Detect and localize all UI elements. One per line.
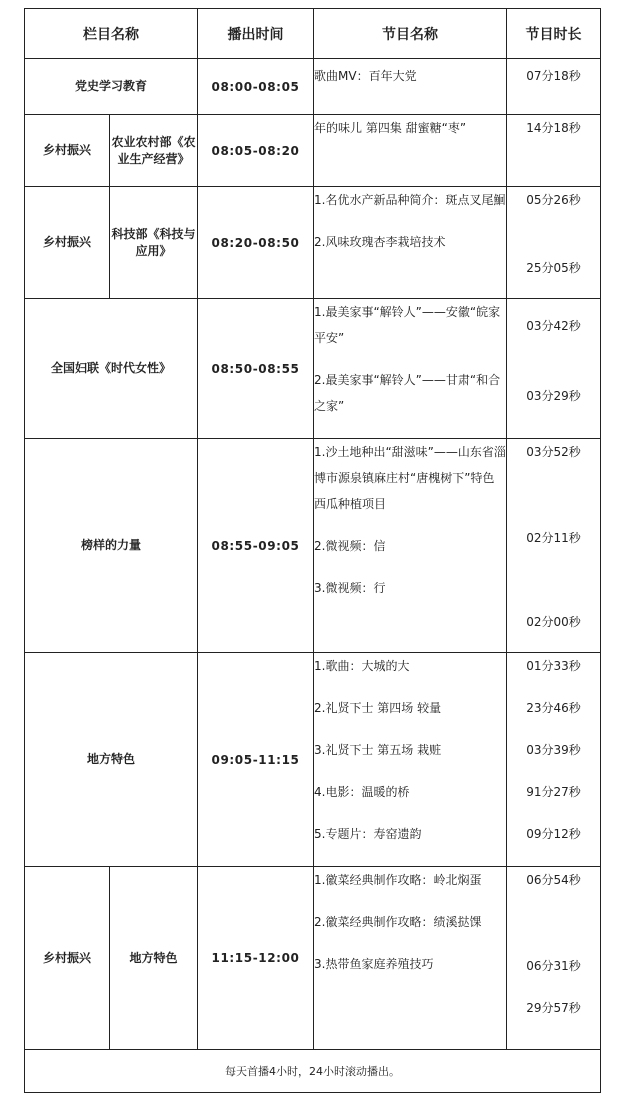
duration: 29分57秒 <box>526 1001 581 1015</box>
schedule-table <box>24 8 601 1093</box>
program-cell <box>314 187 507 299</box>
column-name: 榜样的力量 <box>25 439 198 653</box>
duration: 03分52秒 <box>526 445 581 459</box>
duration: 06分54秒 <box>526 873 581 887</box>
duration: 25分05秒 <box>526 261 581 275</box>
program-cell <box>314 867 507 1050</box>
duration: 14分18秒 <box>526 121 581 135</box>
air-time: 11:15-12:00 <box>198 867 314 1050</box>
table-row <box>25 653 601 867</box>
duration-cell <box>507 439 601 653</box>
duration-cell <box>507 867 601 1050</box>
duration: 03分42秒 <box>526 319 581 333</box>
program-cell <box>314 59 507 115</box>
sub-column-name: 农业农村部《农业生产经营》 <box>110 115 198 187</box>
column-name: 地方特色 <box>25 653 198 867</box>
program-name: 2.礼贤下士 第四场 较量 <box>314 701 442 715</box>
air-time: 08:00-08:05 <box>198 59 314 115</box>
program-name: 4.电影：温暖的桥 <box>314 785 410 799</box>
program-name: 3.微视频：行 <box>314 581 386 595</box>
table-row <box>25 59 601 115</box>
column-name: 乡村振兴 <box>25 187 110 299</box>
duration: 91分27秒 <box>526 785 581 799</box>
header-column-name: 栏目名称 <box>25 9 198 59</box>
sub-column-name: 地方特色 <box>110 867 198 1050</box>
duration: 02分00秒 <box>526 615 581 629</box>
program-name: 3.礼贤下士 第五场 栽赃 <box>314 743 442 757</box>
duration: 07分18秒 <box>526 69 581 83</box>
duration: 06分31秒 <box>526 959 581 973</box>
column-name: 乡村振兴 <box>25 115 110 187</box>
duration: 09分12秒 <box>526 827 581 841</box>
header-row <box>25 9 601 59</box>
program-name: 歌曲MV：百年大党 <box>314 69 417 83</box>
header-duration: 节目时长 <box>507 9 601 59</box>
column-name: 全国妇联《时代女性》 <box>25 299 198 439</box>
duration: 23分46秒 <box>526 701 581 715</box>
header-program-name: 节目名称 <box>314 9 507 59</box>
sub-column-name: 科技部《科技与应用》 <box>110 187 198 299</box>
duration-cell <box>507 59 601 115</box>
air-time: 08:05-08:20 <box>198 115 314 187</box>
program-cell <box>314 653 507 867</box>
program-name: 1.歌曲：大城的大 <box>314 659 410 673</box>
table-row <box>25 299 601 439</box>
table-row <box>25 115 601 187</box>
program-name: 年的味儿 第四集 甜蜜糖“枣” <box>314 121 467 135</box>
duration: 03分39秒 <box>526 743 581 757</box>
program-name: 3.热带鱼家庭养殖技巧 <box>314 957 434 971</box>
program-name: 1.名优水产新品种简介：斑点叉尾鮰 <box>314 193 506 207</box>
duration: 05分26秒 <box>526 193 581 207</box>
program-name: 2.微视频：信 <box>314 539 386 553</box>
program-name: 1.沙土地种出“甜滋味”——山东省淄博市源泉镇麻庄村“唐槐树下”特色西瓜种植项目 <box>314 445 506 511</box>
program-name: 2.最美家事“解铃人”——甘肃“和合之家” <box>314 373 501 413</box>
air-time: 08:55-09:05 <box>198 439 314 653</box>
footer-row <box>25 1050 601 1093</box>
duration: 02分11秒 <box>526 531 581 545</box>
duration: 01分33秒 <box>526 659 581 673</box>
duration-cell <box>507 299 601 439</box>
column-name: 乡村振兴 <box>25 867 110 1050</box>
air-time: 08:20-08:50 <box>198 187 314 299</box>
header-air-time: 播出时间 <box>198 9 314 59</box>
program-name: 2.徽菜经典制作攻略：绩溪挞馃 <box>314 915 482 929</box>
footer-note: 每天首播4小时，24小时滚动播出。 <box>25 1050 601 1093</box>
program-cell <box>314 299 507 439</box>
program-name: 5.专题片：寿窑遗韵 <box>314 827 422 841</box>
duration-cell <box>507 115 601 187</box>
program-name: 1.最美家事“解铃人”——安徽“皖家平安” <box>314 305 501 345</box>
duration-cell <box>507 187 601 299</box>
program-name: 2.风味玫瑰杏李栽培技术 <box>314 235 446 249</box>
air-time: 09:05-11:15 <box>198 653 314 867</box>
program-cell <box>314 439 507 653</box>
table-row <box>25 187 601 299</box>
duration: 03分29秒 <box>526 389 581 403</box>
duration-cell <box>507 653 601 867</box>
table-row <box>25 439 601 653</box>
air-time: 08:50-08:55 <box>198 299 314 439</box>
program-cell <box>314 115 507 187</box>
column-name: 党史学习教育 <box>25 59 198 115</box>
program-name: 1.徽菜经典制作攻略：岭北焖蛋 <box>314 873 482 887</box>
table-row <box>25 867 601 1050</box>
